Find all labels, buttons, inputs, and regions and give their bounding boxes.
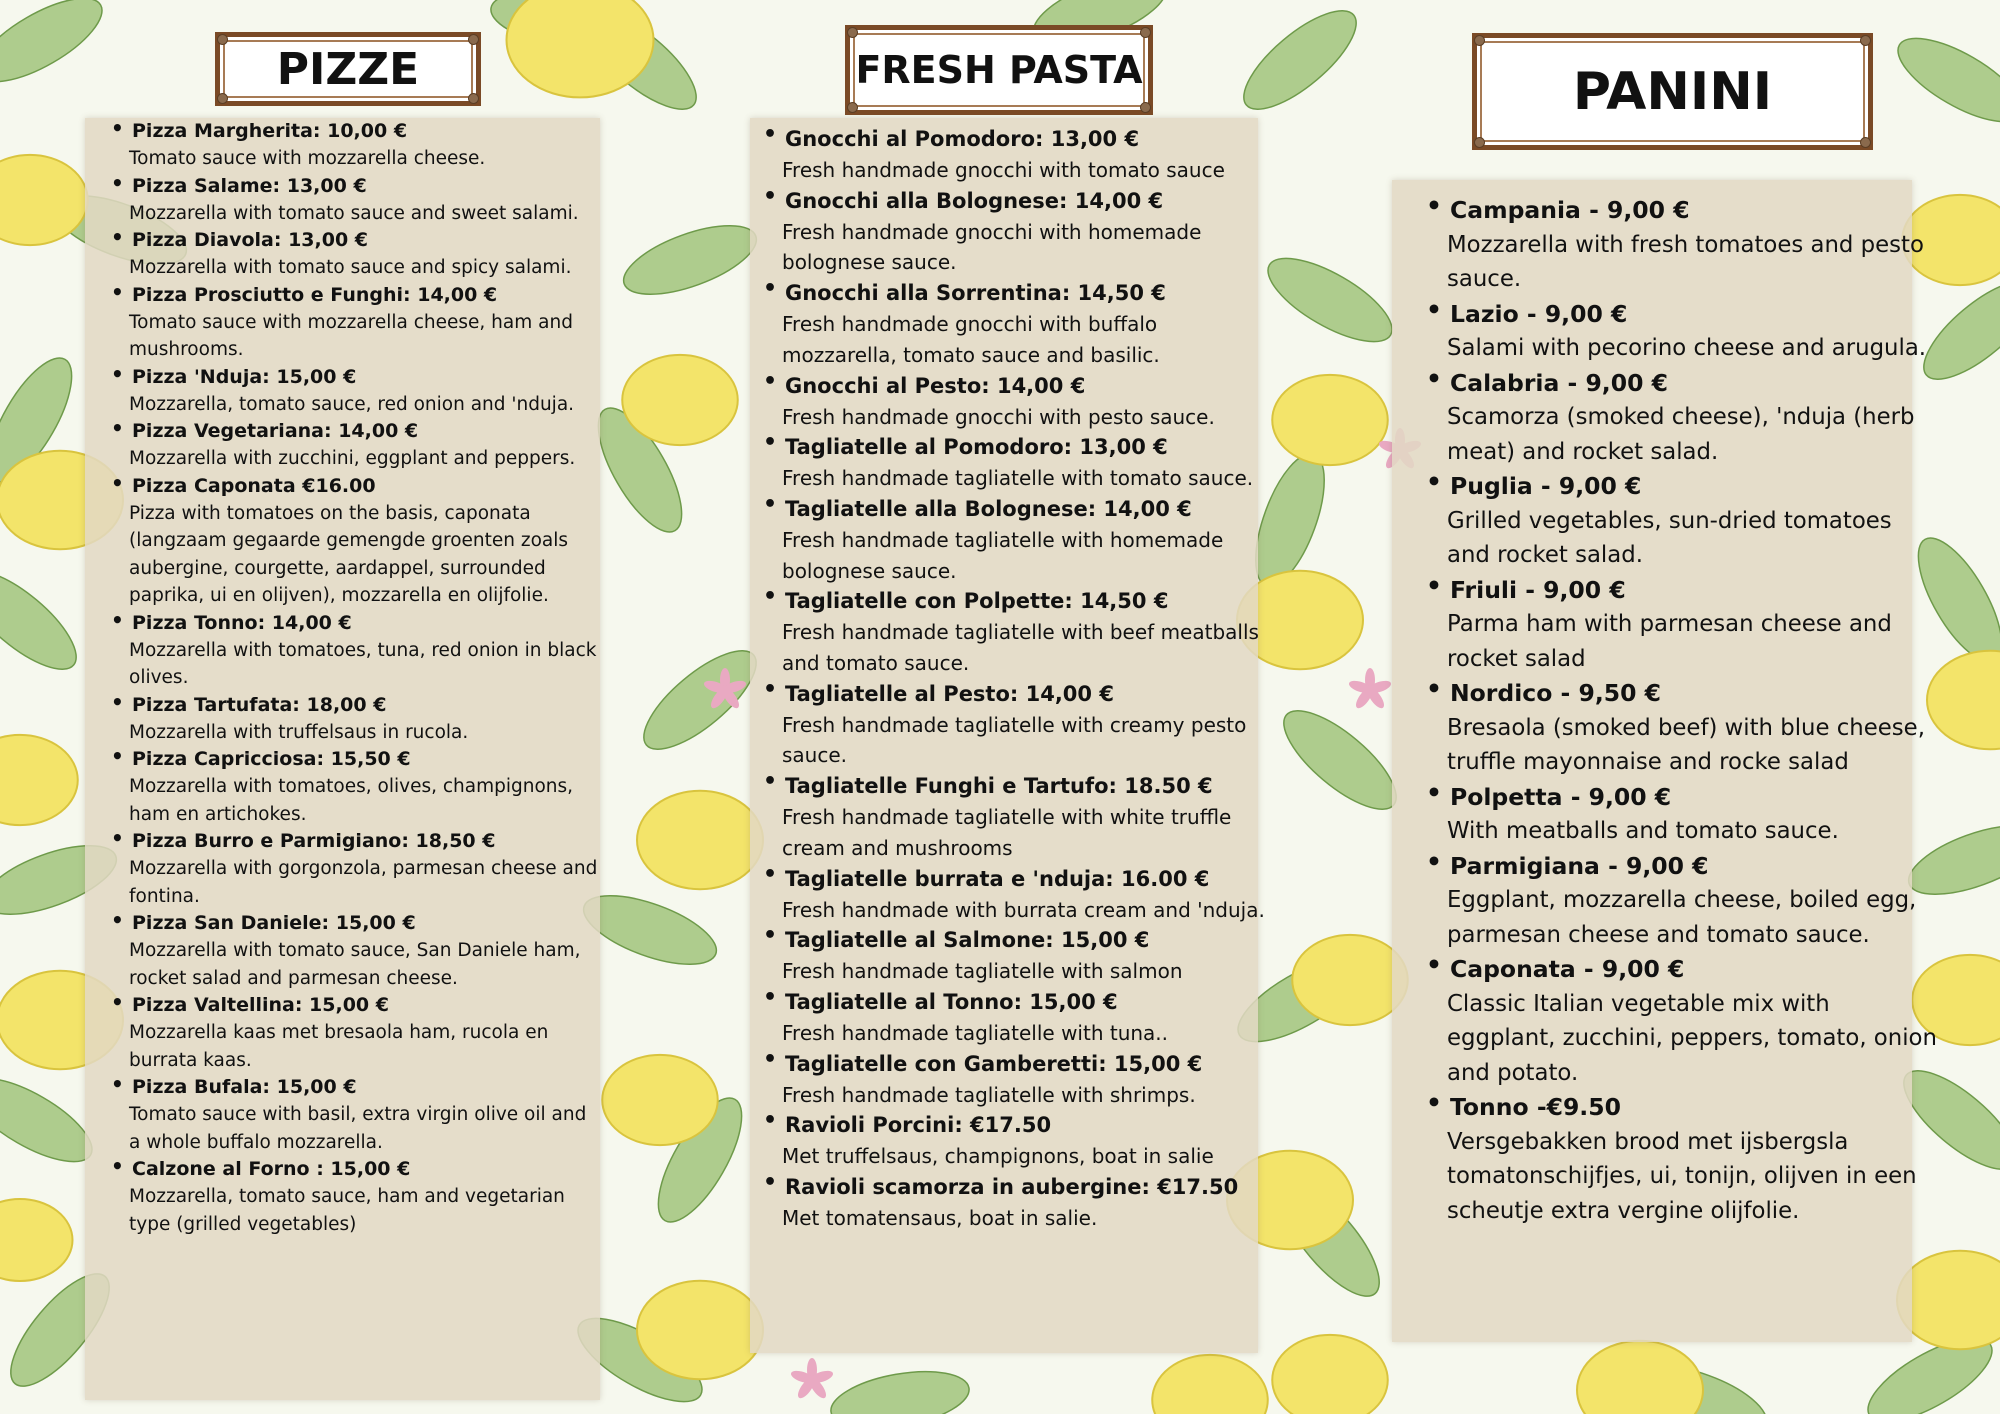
menu-item-name: • Pizza Margherita: 10,00 € <box>132 120 408 142</box>
menu-item-description: Mozzarella, tomato sauce, red onion and 'nduja. <box>129 393 575 415</box>
menu-item-name: • Tagliatelle Funghi e Tartufo: 18.50 € <box>785 774 1213 799</box>
leaf-shape <box>1270 695 1411 825</box>
menu-item <box>1447 366 1940 470</box>
menu-item-description: Fresh handmade with burrata cream and 'nduja. <box>782 897 1265 922</box>
menu-item <box>129 692 599 747</box>
menu-item-name: • Nordico - 9,50 € <box>1450 679 1661 707</box>
menu-item <box>1447 193 1940 297</box>
menu-item <box>1447 780 1940 849</box>
menu-item-name: • Tonno -€9.50 <box>1450 1093 1621 1121</box>
menu-item-name: • Tagliatelle al Salmone: 15,00 € <box>785 928 1150 953</box>
menu-item-description: Fresh handmade gnocchi with tomato sauce <box>782 158 1225 182</box>
menu-item <box>1447 573 1940 677</box>
menu-item-description: Mozzarella with tomato sauce and spicy salami. <box>129 257 572 278</box>
menu-item <box>129 418 599 473</box>
menu-item-description: Fresh handmade tagliatelle with white truffle cream and mushrooms <box>782 805 1232 860</box>
menu-item-name: • Calabria - 9,00 € <box>1450 368 1668 397</box>
menu-item-description: Fresh handmade tagliatelle with salmon <box>782 959 1183 984</box>
menu-item <box>782 1172 1265 1234</box>
menu-item-name: • Pizza Vegetariana: 14,00 € <box>132 420 419 442</box>
leaf-shape <box>1886 22 2000 137</box>
menu-item <box>782 586 1265 678</box>
menu-item-name: • Calzone al Forno : 15,00 € <box>132 1158 411 1180</box>
pasta-title <box>845 25 1153 115</box>
menu-item-description: Parma ham with parmesan cheese and rocket salad <box>1447 611 1892 672</box>
menu-item-description: Fresh handmade gnocchi with homemade bolognese sauce. <box>782 219 1202 275</box>
menu-item <box>129 282 599 364</box>
menu-item-description: Fresh handmade gnocchi with pesto sauce. <box>782 404 1215 429</box>
menu-item <box>782 925 1265 987</box>
menu-item <box>782 1049 1265 1111</box>
menu-item <box>1447 1090 1940 1228</box>
pizze-list <box>129 118 599 1238</box>
menu-item-description: Met truffelsaus, champignons, boat in salie <box>782 1144 1214 1169</box>
menu-item <box>129 364 599 419</box>
menu-item-description: Mozzarella with tomatoes, tuna, red onion in black olives. <box>129 639 597 688</box>
leaf-shape <box>615 212 764 309</box>
menu-item <box>1447 952 1940 1090</box>
menu-item <box>129 828 599 910</box>
lemon-shape <box>1897 1251 2000 1349</box>
menu-item <box>782 124 1265 186</box>
lemon-shape <box>637 1281 763 1379</box>
menu-item <box>129 992 599 1074</box>
menu-item-description: Mozzarella kaas met bresaola ham, rucola en burrata kaas. <box>129 1022 549 1071</box>
menu-item-description: Fresh handmade tagliatelle with shrimps. <box>782 1082 1196 1107</box>
menu-item <box>1447 849 1940 953</box>
menu-item-name: • Tagliatelle al Tonno: 15,00 € <box>785 989 1118 1014</box>
menu-item-description: Bresaola (smoked beef) with blue cheese, truffle mayonnaise and rocke salad <box>1447 714 1925 775</box>
leaf-shape <box>0 555 90 685</box>
lemon-shape <box>637 791 763 889</box>
menu-item-name: • Pizza Burro e Parmigiano: 18,50 € <box>132 830 496 852</box>
panini-title-text: PANINI <box>1572 61 1773 122</box>
menu-item-name: • Pizza Caponata €16.00 <box>132 474 376 497</box>
menu-item-description: Met tomatensaus, boat in salie. <box>782 1206 1098 1231</box>
menu-item-description: Fresh handmade tagliatelle with tuna.. <box>782 1020 1169 1045</box>
menu-item-name: • Ravioli Porcini: €17.50 <box>785 1113 1052 1138</box>
menu-item-name: • Ravioli scamorza in aubergine: €17.50 <box>785 1175 1239 1200</box>
menu-item-name: • Tagliatelle con Polpette: 14,50 € <box>785 589 1169 614</box>
menu-item-description: Mozzarella with gorgonzola, parmesan cheese and fontina. <box>129 858 598 907</box>
leaf-shape <box>827 1362 974 1414</box>
menu-item-name: • Puglia - 9,00 € <box>1450 472 1642 500</box>
menu-item <box>129 1074 599 1156</box>
menu-item-name: • Pizza Tartufata: 18,00 € <box>132 693 387 716</box>
menu-item <box>782 371 1265 433</box>
menu-item-description: Mozzarella with tomato sauce, San Daniele ham, rocket salad and parmesan cheese. <box>129 940 581 989</box>
menu-item-description: Tomato sauce with mozzarella cheese. <box>129 148 486 169</box>
menu-item-description: Tomato sauce with mozzarella cheese, ham and mushrooms. <box>129 311 573 360</box>
panini-list <box>1447 193 1940 1228</box>
panini-title <box>1472 33 1873 150</box>
lemon-shape <box>1577 1341 1703 1414</box>
menu-item-name: • Tagliatelle burrata e 'nduja: 16.00 € <box>785 866 1210 891</box>
menu-item-name: • Pizza Capricciosa: 15,50 € <box>132 748 411 770</box>
menu-item <box>129 746 599 828</box>
menu-item-description: Mozzarella, tomato sauce, ham and vegetarian type (grilled vegetables) <box>129 1186 565 1235</box>
menu-item <box>782 1110 1265 1172</box>
menu-item-description: Mozzarella with zucchini, eggplant and peppers. <box>129 448 576 469</box>
menu-item-name: • Gnocchi alla Bolognese: 14,00 € <box>785 188 1164 213</box>
menu-item-description: Mozzarella with truffelsaus in rucola. <box>129 721 469 743</box>
menu-item <box>129 1156 599 1238</box>
menu-item-name: • Tagliatelle alla Bolognese: 14,00 € <box>785 496 1192 521</box>
menu-item <box>782 987 1265 1049</box>
lemon-shape <box>1292 935 1408 1025</box>
pizze-title-text: PIZZE <box>276 43 420 95</box>
menu-item <box>129 910 599 992</box>
menu-item-description: Versgebakken brood met ijsbergsla tomatonschijfjes, ui, tonijn, olijven in een scheutje extra vergine olijfolie. <box>1447 1128 1917 1224</box>
menu-item <box>782 771 1265 863</box>
menu-item <box>782 679 1265 771</box>
menu-item-description: Fresh handmade tagliatelle with homemade bolognese sauce. <box>782 527 1224 583</box>
menu-item-name: • Pizza Tonno: 14,00 € <box>132 611 352 634</box>
menu-item <box>1447 676 1940 780</box>
pasta-title-text: FRESH PASTA <box>855 48 1143 92</box>
pasta-list <box>782 124 1265 1234</box>
lemon-shape <box>622 355 738 445</box>
menu-item <box>782 864 1265 926</box>
menu-item-description: Classic Italian vegetable mix with eggplant, zucchini, peppers, tomato, onion and potato. <box>1447 990 1937 1086</box>
menu-item-name: • Pizza San Daniele: 15,00 € <box>132 912 416 934</box>
menu-item-name: • Tagliatelle al Pomodoro: 13,00 € <box>785 435 1168 460</box>
menu-item-description: Fresh handmade tagliatelle with tomato sauce. <box>782 466 1254 491</box>
menu-item <box>782 278 1265 370</box>
menu-item-name: • Pizza Valtellina: 15,00 € <box>132 994 389 1016</box>
menu-item-name: • Tagliatelle al Pesto: 14,00 € <box>785 681 1114 706</box>
menu-item-description: Salami with pecorino cheese and arugula. <box>1447 335 1927 361</box>
menu-item-description: Scamorza (smoked cheese), 'nduja (herb meat) and rocket salad. <box>1447 404 1915 465</box>
menu-item-name: • Gnocchi al Pesto: 14,00 € <box>785 373 1086 398</box>
menu-item <box>129 227 599 282</box>
lemon-shape <box>602 1055 718 1145</box>
menu-item <box>782 186 1265 278</box>
lemon-shape <box>1272 375 1388 465</box>
menu-item-name: • Caponata - 9,00 € <box>1450 955 1685 983</box>
menu-item-description: Grilled vegetables, sun-dried tomatoes and rocket salad. <box>1447 507 1892 568</box>
menu-item-description: With meatballs and tomato sauce. <box>1447 818 1839 844</box>
menu-item-description: Fresh handmade tagliatelle with creamy pesto sauce. <box>782 712 1247 768</box>
menu-item-name: • Campania - 9,00 € <box>1450 196 1690 224</box>
menu-item <box>782 432 1265 494</box>
leaf-shape <box>1230 0 1371 125</box>
menu-item <box>1447 297 1940 366</box>
menu-item <box>1447 469 1940 573</box>
menu-item-name: • Lazio - 9,00 € <box>1450 299 1628 328</box>
lemon-shape <box>0 735 78 825</box>
menu-item-name: • Pizza Bufala: 15,00 € <box>132 1076 357 1098</box>
lemon-shape <box>0 1199 73 1281</box>
menu-item-name: • Parmigiana - 9,00 € <box>1450 851 1709 880</box>
menu-item <box>782 494 1265 586</box>
menu-item-description: Mozzarella with tomato sauce and sweet salami. <box>129 202 579 224</box>
menu-item-name: • Polpetta - 9,00 € <box>1450 782 1672 811</box>
menu-item-description: Fresh handmade gnocchi with buffalo mozzarella, tomato sauce and basilic. <box>782 312 1160 367</box>
menu-item-description: Eggplant, mozzarella cheese, boiled egg, parmesan cheese and tomato sauce. <box>1447 887 1917 948</box>
menu-item-description: Tomato sauce with basil, extra virgin olive oil and a whole buffalo mozzarella. <box>129 1104 587 1153</box>
menu-item <box>129 473 599 610</box>
menu-item <box>129 118 599 173</box>
pizze-title <box>215 32 481 106</box>
menu-item <box>129 173 599 228</box>
menu-item-description: Fresh handmade tagliatelle with beef meatballs and tomato sauce. <box>782 620 1259 676</box>
menu-item-name: • Friuli - 9,00 € <box>1450 575 1626 604</box>
lemon-shape <box>1152 1355 1268 1414</box>
menu-item-name: • Pizza Salame: 13,00 € <box>132 174 367 197</box>
menu-item-name: • Pizza Diavola: 13,00 € <box>132 229 369 251</box>
menu-item-name: • Pizza Prosciutto e Funghi: 14,00 € <box>132 283 498 306</box>
lemon-shape <box>1272 1335 1388 1414</box>
menu-item-name: • Gnocchi al Pomodoro: 13,00 € <box>785 127 1140 151</box>
leaf-shape <box>0 0 114 98</box>
leaf-shape <box>1256 242 1403 357</box>
menu-item-description: Mozzarella with tomatoes, olives, champignons, ham en artichokes. <box>129 776 574 825</box>
menu-item-description: Pizza with tomatoes on the basis, caponata (langzaam gegaarde gemengde groenten zoals aubergine, courgette, aardappel, surrounded paprika, ui en olijven), mozzarella en olijfolie. <box>129 502 569 606</box>
menu-item-name: • Pizza 'Nduja: 15,00 € <box>132 365 357 388</box>
menu-item-description: Mozzarella with fresh tomatoes and pesto sauce. <box>1447 231 1924 292</box>
menu-item-name: • Tagliatelle con Gamberetti: 15,00 € <box>785 1051 1203 1076</box>
menu-item <box>129 610 599 692</box>
menu-item-name: • Gnocchi alla Sorrentina: 14,50 € <box>785 281 1166 306</box>
